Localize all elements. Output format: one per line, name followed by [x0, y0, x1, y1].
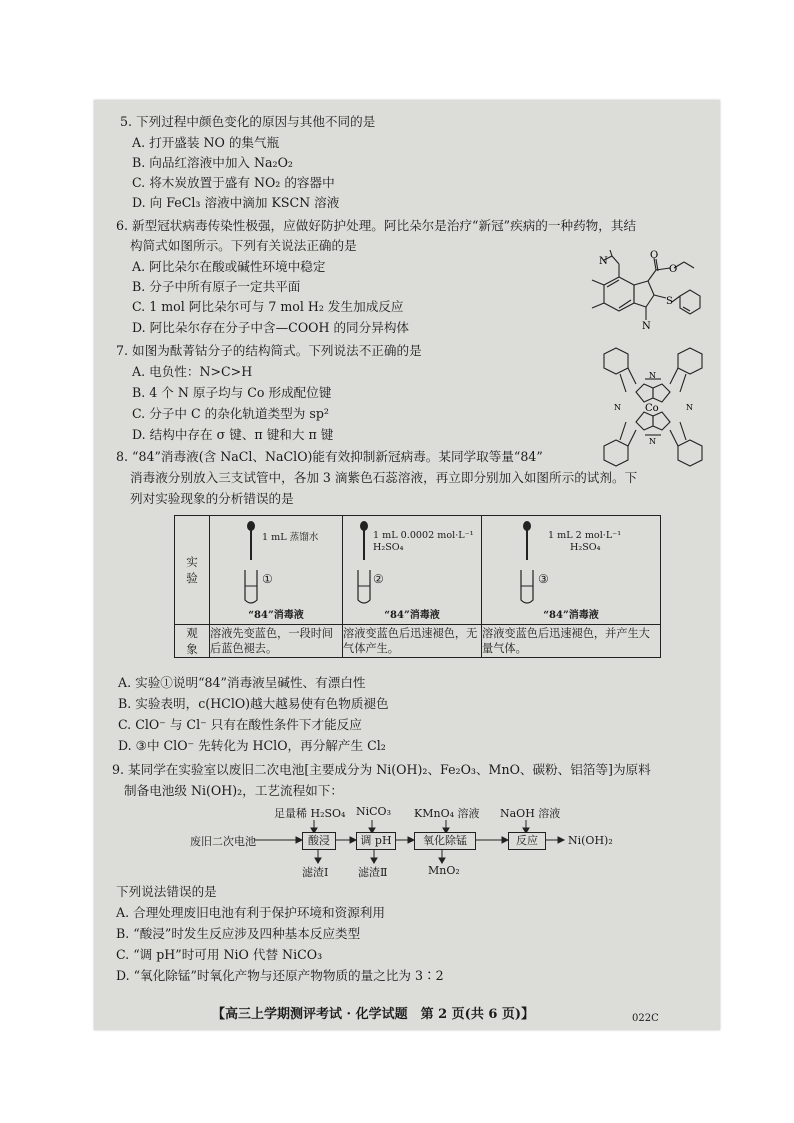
q7-option-b: B. 4 个 N 原子均与 Co 形成配位键	[132, 385, 332, 400]
experiment-3-cell	[482, 516, 661, 625]
flow-waste-2: 滤渣Ⅱ	[358, 866, 388, 879]
atom-o-ester: O	[669, 264, 678, 275]
cobalt-phthalocyanine-structure	[590, 344, 716, 470]
page-footer: 【高三上学期测评考试 · 化学试题 第 2 页(共 6 页)】	[212, 1007, 535, 1022]
flow-reagent-2: NiCO₃	[356, 805, 391, 818]
flow-step-adjust-ph: 调 pH	[356, 832, 396, 850]
q5-option-c: C. 将木炭放置于盛有 NO₂ 的容器中	[132, 175, 335, 190]
q6-option-c: C. 1 mol 阿比朵尔可与 7 mol H₂ 发生加成反应	[132, 299, 404, 314]
q7-stem: 7. 如图为酞菁钴分子的结构简式。下列说法不正确的是	[116, 343, 422, 358]
flow-step-oxidize-mn: 氧化除锰	[414, 832, 476, 850]
q8-stem-line1: 8. “84”消毒液(含 NaCl、NaClO)能有效抑制新冠病毒。某同学取等量“84”	[116, 449, 543, 464]
atom-s: S	[666, 296, 673, 307]
q5-option-a: A. 打开盛装 NO 的集气瓶	[132, 135, 280, 150]
q7-option-a: A. 电负性：N>C>H	[132, 364, 253, 379]
exp3-number: ③	[538, 572, 549, 586]
q6-option-b: B. 分子中所有原子一定共平面	[132, 279, 301, 294]
observation-1: 溶液先变蓝色，一段时间后蓝色褪去。	[210, 625, 343, 658]
row-header-observation: 观 象	[175, 625, 210, 658]
atom-n-bottom: N	[649, 437, 656, 446]
atom-n-right: N	[686, 403, 693, 412]
q9-stem-line2: 制备电池级 Ni(OH)₂，工艺流程如下：	[124, 783, 343, 798]
q6-stem-line2: 构简式如图所示。下列有关说法正确的是	[130, 238, 357, 253]
q5-option-b: B. 向品红溶液中加入 Na₂O₂	[132, 155, 293, 170]
flow-product: Ni(OH)₂	[568, 834, 613, 847]
exp1-number: ①	[262, 572, 273, 586]
flow-reagent-1: 足量稀 H₂SO₄	[274, 807, 346, 820]
q9-question: 下列说法错误的是	[116, 884, 217, 899]
q8-option-a: A. 实验①说明“84”消毒液呈碱性、有漂白性	[118, 675, 366, 690]
experiment-2-cell	[343, 516, 482, 625]
exp2-solution-label: “84”消毒液	[384, 610, 440, 621]
q8-option-c: C. ClO⁻ 与 Cl⁻ 只有在酸性条件下才能反应	[118, 717, 362, 732]
q5-option-d: D. 向 FeCl₃ 溶液中滴加 KSCN 溶液	[132, 195, 340, 210]
exp2-number: ②	[373, 572, 384, 586]
exp2-reagent-line1: 1 mL 0.0002 mol·L⁻¹	[373, 530, 474, 541]
exp1-reagent: 1 mL 蒸馏水	[262, 532, 319, 543]
q9-option-c: C. “调 pH”时可用 NiO 代替 NiCO₃	[116, 947, 323, 962]
q7-option-c: C. 分子中 C 的杂化轨道类型为 sp²	[132, 406, 329, 421]
exp1-solution-label: “84”消毒液	[248, 610, 304, 621]
exp3-solution-label: “84”消毒液	[543, 610, 599, 621]
atom-co: Co	[645, 403, 659, 414]
atom-o-carbonyl: O	[650, 250, 659, 261]
atom-n-amine: N	[599, 256, 608, 267]
experiment-1-cell	[210, 516, 343, 625]
q5-stem: 5. 下列过程中颜色变化的原因与其他不同的是	[120, 114, 376, 129]
q8-option-d: D. ③中 ClO⁻ 先转化为 HClO，再分解产生 Cl₂	[118, 738, 386, 753]
q7-option-d: D. 结构中存在 σ 键、π 键和大 π 键	[132, 427, 334, 442]
q8-stem-line2: 消毒液分别放入三支试管中，各加 3 滴紫色石蕊溶液，再立即分别加入如图所示的试剂。下	[130, 470, 638, 485]
flow-step-acid-leach: 酸浸	[302, 832, 336, 850]
experiment-table	[174, 515, 661, 658]
paper-code: 022C	[632, 1013, 659, 1024]
atom-n-indole: N	[642, 321, 651, 332]
row-header-experiment: 实 验	[175, 516, 210, 625]
q9-stem-line1: 9. 某同学在实验室以废旧二次电池[主要成分为 Ni(OH)₂、Fe₂O₃、MnO、碳粉、铝箔等]为原料	[112, 762, 651, 777]
q8-stem-line3: 列对实验现象的分析错误的是	[130, 491, 294, 506]
q9-option-d: D. “氧化除锰”时氧化产物与还原产物物质的量之比为 3∶2	[116, 968, 444, 983]
flow-start: 废旧二次电池	[190, 835, 256, 848]
atom-n-top: N	[649, 371, 656, 380]
q9-option-b: B. “酸浸”时发生反应涉及四种基本反应类型	[116, 926, 361, 941]
exp3-reagent-line2: H₂SO₄	[570, 542, 601, 553]
q8-option-b: B. 实验表明，c(HClO)越大越易使有色物质褪色	[118, 696, 389, 711]
flow-step-reaction: 反应	[508, 832, 546, 850]
flow-waste-3: MnO₂	[428, 864, 460, 877]
observation-2: 溶液变蓝色后迅速褪色，无气体产生。	[343, 625, 482, 658]
flow-reagent-4: NaOH 溶液	[500, 807, 561, 820]
arbidol-structure	[574, 250, 720, 340]
exam-page	[94, 100, 720, 1030]
q9-option-a: A. 合理处理废旧电池有利于保护环境和资源利用	[116, 905, 385, 920]
exp3-reagent-line1: 1 mL 2 mol·L⁻¹	[548, 530, 622, 541]
flow-waste-1: 滤渣Ⅰ	[302, 866, 329, 879]
flow-reagent-3: KMnO₄ 溶液	[414, 807, 480, 820]
exp2-reagent-line2: H₂SO₄	[373, 542, 404, 553]
dropper-test-tube-3	[512, 520, 542, 606]
q6-option-a: A. 阿比朵尔在酸或碱性环境中稳定	[132, 259, 326, 274]
observation-3: 溶液变蓝色后迅速褪色，并产生大量气体。	[482, 625, 661, 658]
atom-n-left: N	[614, 403, 621, 412]
q6-option-d: D. 阿比朵尔存在分子中含—COOH 的同分异构体	[132, 320, 410, 335]
q6-stem-line1: 6. 新型冠状病毒传染性极强，应做好防护处理。阿比朵尔是治疗“新冠”疾病的一种药物，其结	[116, 218, 637, 233]
